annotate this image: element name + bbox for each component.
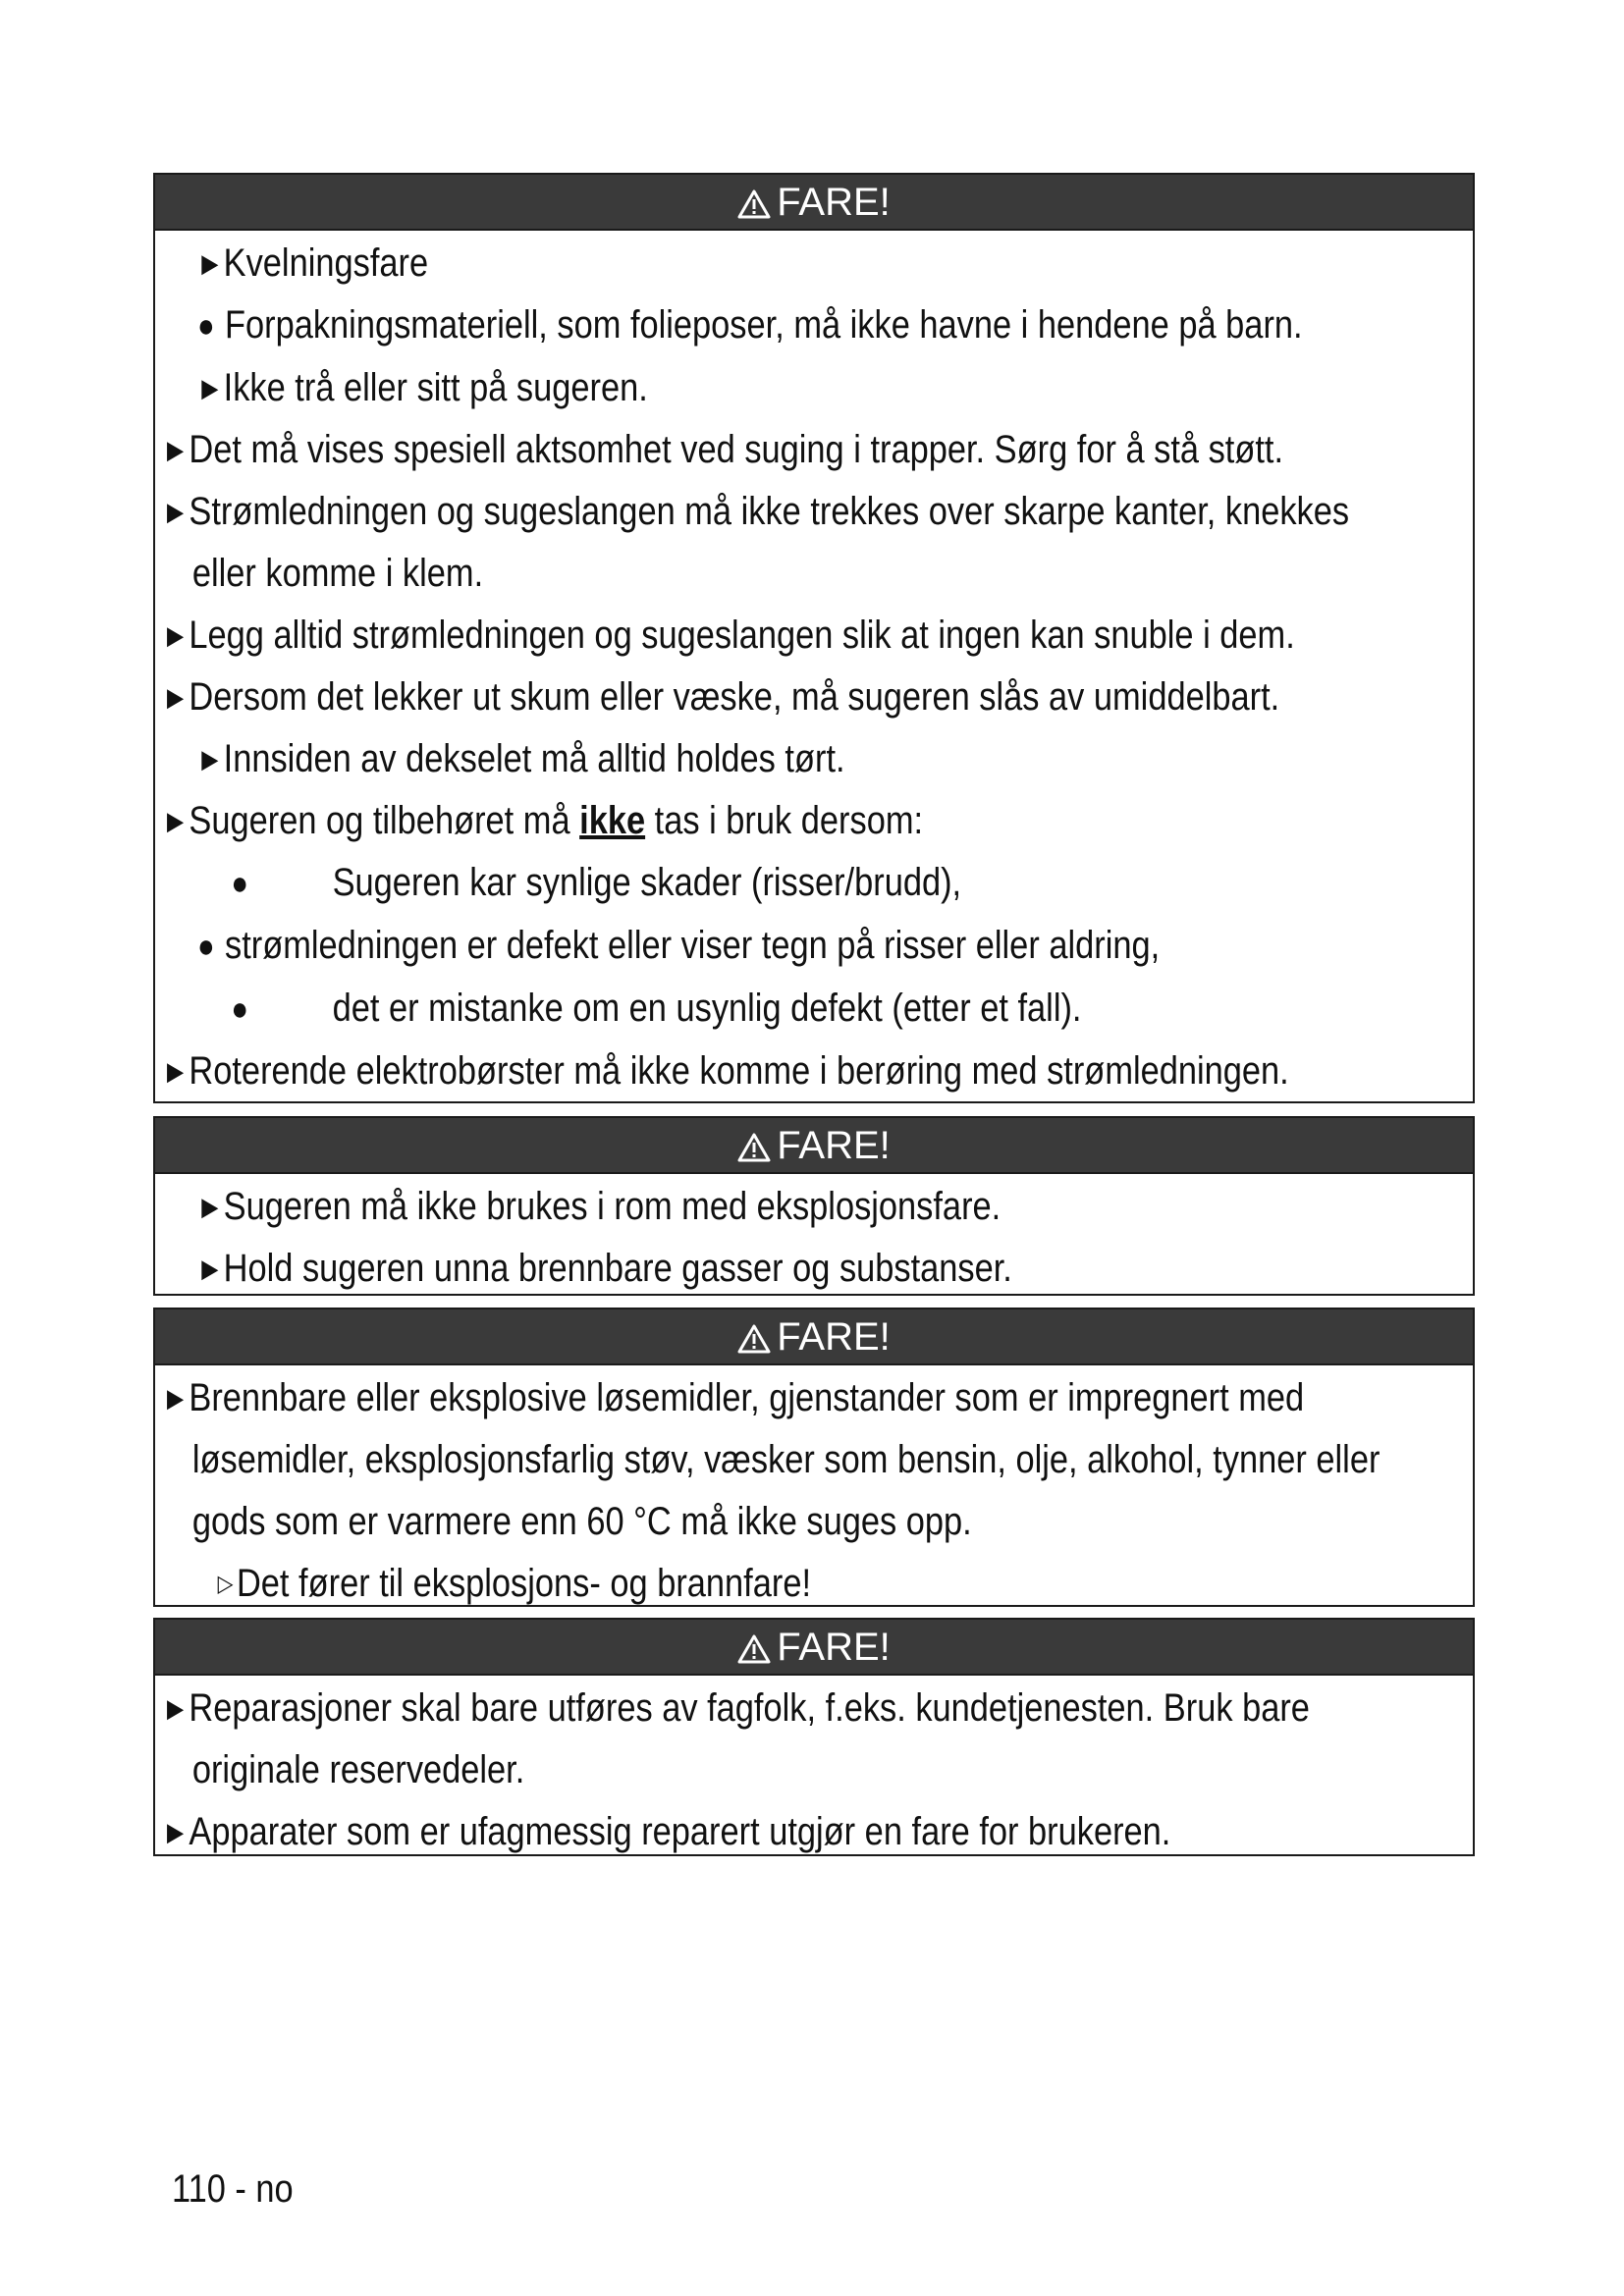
- danger-box-1: [153, 173, 1475, 1103]
- list-item: ● det er mistanke om en usynlig defekt (etter et fall).: [155, 978, 1288, 1041]
- list-item: ● Sugeren kar synlige skader (risser/brudd),: [155, 852, 1288, 915]
- list-item: ▶ Apparater som er ufagmessig reparert utgjør en fare for brukeren.: [167, 1810, 1171, 1853]
- list-item: ▶ Ikke trå eller sitt på sugeren.: [201, 366, 648, 409]
- danger-title: FARE!: [777, 1124, 891, 1167]
- arrow-icon: ▶: [201, 1192, 219, 1221]
- list-item: ▶ Det må vises spesiell aktsomhet ved suging i trapper. Sørg for å stå støtt.: [167, 428, 1284, 471]
- warning-triangle-icon: [737, 1313, 771, 1368]
- danger-header: [155, 1620, 1473, 1676]
- danger-title: FARE!: [777, 1626, 891, 1669]
- arrow-icon: ▶: [167, 620, 185, 650]
- list-item: ● Forpakningsmateriell, som folieposer, må ikke havne i hendene på barn.: [197, 303, 1303, 347]
- list-item: ▶ Dersom det lekker ut skum eller væske, må sugeren slås av umiddelbart.: [167, 675, 1280, 719]
- warning-triangle-icon: [737, 1122, 771, 1177]
- list-item-continuation: originale reservedeler.: [191, 1748, 525, 1791]
- danger-title: FARE!: [777, 1315, 891, 1359]
- list-item: ● strømledningen er defekt eller viser tegn på risser eller aldring,: [197, 924, 1161, 967]
- danger-box-2: [153, 1116, 1475, 1296]
- bullet-icon: ●: [197, 307, 215, 345]
- list-item-continuation: gods som er varmere enn 60 °C må ikke suges opp.: [191, 1500, 972, 1543]
- danger-title: FARE!: [777, 181, 891, 224]
- danger-header: [155, 175, 1473, 231]
- page-number: 110 - no: [172, 2167, 294, 2211]
- bullet-icon: ●: [231, 990, 249, 1028]
- list-item: ▶ Kvelningsfare: [201, 241, 429, 285]
- result-arrow-icon: ▷: [217, 1571, 234, 1597]
- bullet-icon: ●: [197, 928, 215, 965]
- list-item: ▶ Roterende elektrobørster må ikke komme i berøring med strømledningen.: [167, 1049, 1289, 1093]
- danger-box-4: [153, 1618, 1475, 1856]
- list-item: ▶ Innsiden av dekselet må alltid holdes tørt.: [201, 737, 845, 780]
- arrow-icon: ▶: [167, 1383, 185, 1413]
- danger-box-3: [153, 1308, 1475, 1607]
- bullet-icon: ●: [231, 865, 249, 902]
- list-item: ▶ Reparasjoner skal bare utføres av fagfolk, f.eks. kundetjenesten. Bruk bare: [167, 1686, 1310, 1730]
- list-item-continuation: eller komme i klem.: [191, 552, 484, 595]
- arrow-icon: ▶: [167, 806, 185, 835]
- list-item: ▶ Legg alltid strømledningen og sugeslangen slik at ingen kan snuble i dem.: [167, 614, 1295, 657]
- arrow-icon: ▶: [167, 1056, 185, 1086]
- arrow-icon: ▶: [167, 682, 185, 712]
- warning-triangle-icon: [737, 1624, 771, 1679]
- arrow-icon: ▶: [167, 1693, 185, 1723]
- list-item: ▶ Sugeren må ikke brukes i rom med eksplosjonsfare.: [201, 1185, 1001, 1228]
- list-item: ▶ Brennbare eller eksplosive løsemidler, gjenstander som er impregnert med: [167, 1376, 1305, 1419]
- list-item: ▶ Strømledningen og sugeslangen må ikke trekkes over skarpe kanter, knekkes: [167, 490, 1350, 533]
- danger-header: [155, 1309, 1473, 1365]
- warning-triangle-icon: [737, 179, 771, 234]
- result-item: ▷Det fører til eksplosjons- og brannfare!: [217, 1562, 812, 1605]
- list-item: ▶ Hold sugeren unna brennbare gasser og substanser.: [201, 1247, 1012, 1290]
- arrow-icon: ▶: [201, 744, 219, 774]
- arrow-icon: ▶: [201, 373, 219, 402]
- list-item: ▶ Sugeren og tilbehøret må ikke tas i bruk dersom:: [167, 799, 924, 842]
- arrow-icon: ▶: [201, 1254, 219, 1283]
- arrow-icon: ▶: [167, 497, 185, 526]
- arrow-icon: ▶: [167, 435, 185, 464]
- danger-header: [155, 1118, 1473, 1174]
- list-item-continuation: løsemidler, eksplosjonsfarlig støv, væsker som bensin, olje, alkohol, tynner eller: [191, 1438, 1380, 1481]
- arrow-icon: ▶: [167, 1817, 185, 1846]
- emphasis-ikke: ikke: [579, 799, 646, 842]
- arrow-icon: ▶: [201, 248, 219, 278]
